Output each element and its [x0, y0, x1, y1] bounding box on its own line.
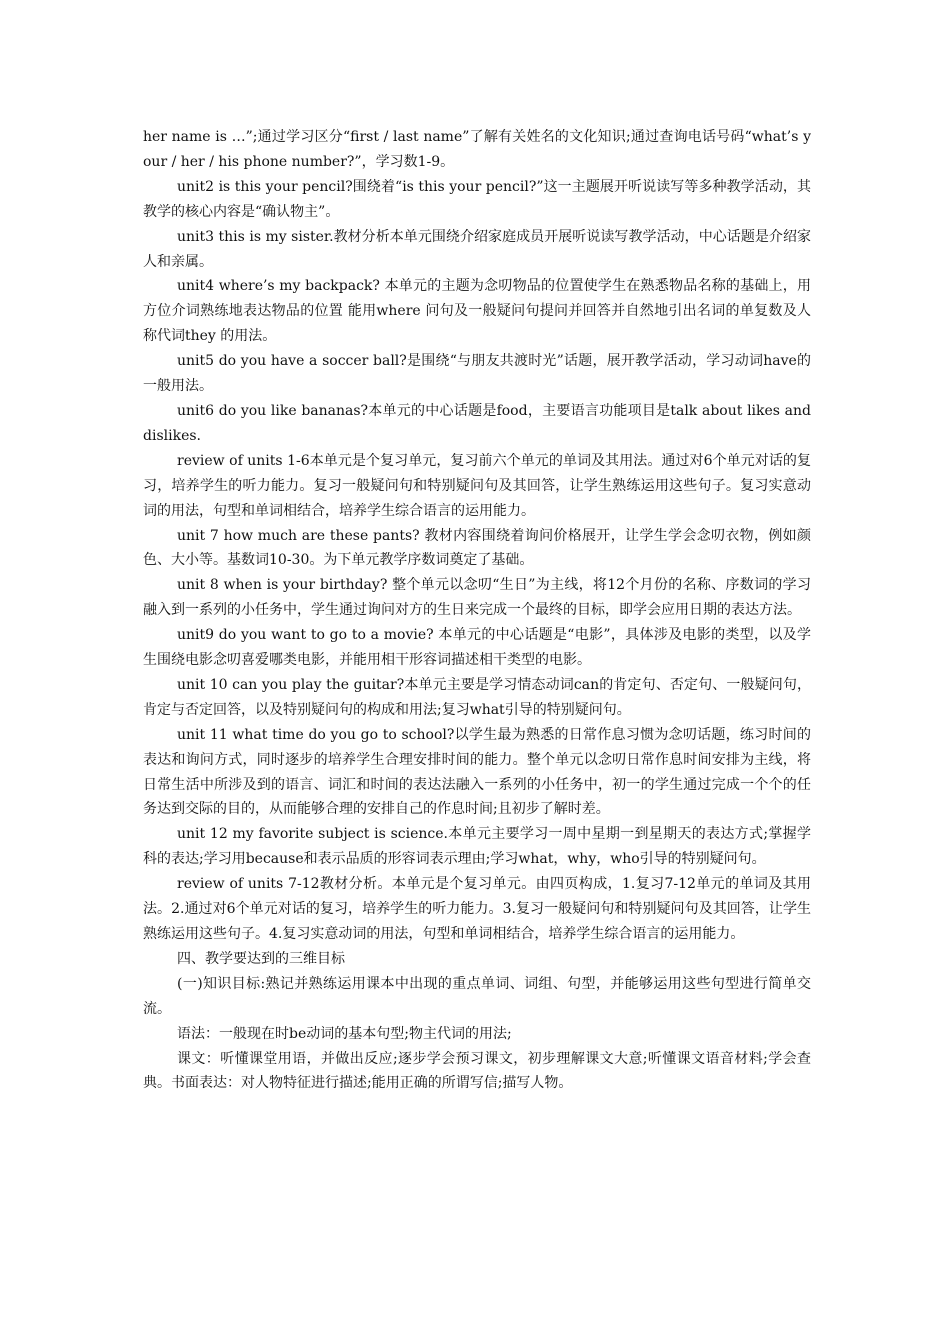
paragraph: (一)知识目标:熟记并熟练运用课本中出现的重点单词、词组、句型，并能够运用这些句型进行简单交流。 [143, 975, 811, 1017]
paragraph: unit 12 my favorite subject is science.本单元主要学习一周中星期一到星期天的表达方式;掌握学科的表达;学习用because和表示品质的形容词表示理由;学习what，why，who引导的特别疑问句。 [143, 826, 811, 868]
paragraph: unit6 do you like bananas?本单元的中心话题是food，主要语言功能项目是talk about likes and dislikes. [143, 402, 811, 444]
paragraph: review of units 7-12教材分析。本单元是个复习单元。由四页构成，1.复习7-12单元的单词及其用法。2.通过对6个单元对话的复习，培养学生的听力能力。3.复习一般疑问句和特别疑问句及其回答，让学生熟练运用这些句子。4.复习实意动词的用法，句型和单词相结合，培养学生综合语言的运用能力。 [143, 876, 811, 942]
paragraph: unit3 this is my sister.教材分析本单元围绕介绍家庭成员开展听说读写教学活动，中心话题是介绍家人和亲属。 [143, 228, 811, 270]
paragraph: unit 8 when is your birthday? 整个单元以念叨“生日”为主线，将12个月份的名称、序数词的学习融入到一系列的小任务中，学生通过询问对方的生日来完成一个最终的目标，即学会应用日期的表达方法。 [143, 577, 811, 619]
paragraph: 语法：一般现在时be动词的基本句型;物主代词的用法; [177, 1025, 512, 1042]
paragraph: unit4 where’s my backpack? 本单元的主题为念叨物品的位置使学生在熟悉物品名称的基础上，用方位介词熟练地表达物品的位置 能用where 问句及一般疑问句提问并回答并自然地引出名词的单复数及人称代词they 的用法。 [143, 278, 811, 345]
paragraph: her name is …”;通过学习区分“first / last name”了解有关姓名的文化知识;通过查询电话号码“what’s your / her / his phone number?”，学习数1-9。 [143, 129, 811, 170]
paragraph: unit 10 can you play the guitar?本单元主要是学习情态动词can的肯定句、否定句、一般疑问句，肯定与否定回答，以及特别疑问句的构成和用法;复习what引导的特别疑问句。 [143, 676, 811, 718]
paragraph: unit5 do you have a soccer ball?是围绕“与朋友共渡时光”话题，展开教学活动，学习动词have的一般用法。 [143, 353, 811, 395]
paragraph: unit 7 how much are these pants? 教材内容围绕着询问价格展开，让学生学会念叨衣物，例如颜色、大小等。基数词10-30。为下单元教学序数词奠定了基础。 [143, 527, 811, 569]
paragraph: review of units 1-6本单元是个复习单元，复习前六个单元的单词及其用法。通过对6个单元对话的复习，培养学生的听力能力。复习一般疑问句和特别疑问句及其回答，让学生熟练运用这些句子。复习实意动词的用法，句型和单词相结合，培养学生综合语言的运用能力。 [143, 452, 811, 519]
paragraph: unit 11 what time do you go to school?以学生最为熟悉的日常作息习惯为念叨话题，练习时间的表达和询问方式，同时逐步的培养学生合理安排时间的能力。整个单元以念叨日常作息时间安排为主线，将日常生活中所涉及到的语言、词汇和时间的表达法融入一系列的小任务中，初一的学生通过完成一个个的任务达到交际的目的，从而能够合理的安排自己的作息时间;且初步了解时差。 [143, 726, 811, 818]
paragraph: unit9 do you want to go to a movie? 本单元的中心话题是“电影”，具体涉及电影的类型，以及学生围绕电影念叨喜爱哪类电影，并能用相干形容词描述相干类型的电影。 [143, 627, 811, 669]
paragraph: unit2 is this your pencil?围绕着“is this your pencil?”这一主题展开听说读写等多种教学活动，其教学的核心内容是“确认物主”。 [143, 178, 811, 220]
paragraph: 课文：听懂课堂用语，并做出反应;逐步学会预习课文，初步理解课文大意;听懂课文语音材料;学会查典。书面表达：对人物特征进行描述;能用正确的所谓写信;描写人物。 [143, 1050, 811, 1092]
section-heading: 四、教学要达到的三维目标 [177, 950, 345, 967]
document-body [143, 125, 811, 1096]
